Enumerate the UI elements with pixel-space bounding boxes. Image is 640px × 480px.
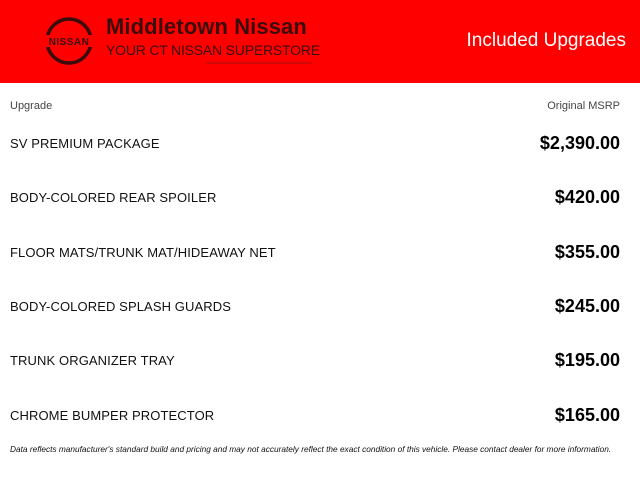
upgrade-price: $2,390.00 (539, 132, 620, 153)
upgrade-price: $245.00 (554, 295, 620, 316)
upgrade-price: $195.00 (554, 349, 620, 370)
tagline-underline (106, 60, 314, 66)
nissan-logo-icon (40, 14, 98, 68)
dealer-tagline: YOUR CT NISSAN SUPERSTORE (106, 42, 320, 58)
upgrade-price: $355.00 (554, 241, 620, 262)
upgrade-price: $165.00 (554, 404, 620, 425)
upgrade-name: BODY-COLORED REAR SPOILER (10, 189, 217, 205)
table-row (10, 237, 620, 267)
upgrade-name: CHROME BUMPER PROTECTOR (10, 407, 215, 423)
upgrade-price: $420.00 (554, 186, 620, 207)
pricing-disclaimer: Data reflects manufacturer's standard build and pricing and may not accurately reflect the exact condition of this vehicle. Please contact dealer for more information. (10, 444, 612, 454)
upgrade-name: BODY-COLORED SPLASH GUARDS (10, 298, 232, 314)
table-row (10, 291, 620, 321)
dealer-name: Middletown Nissan (106, 14, 307, 39)
upgrade-name: TRUNK ORGANIZER TRAY (10, 352, 175, 368)
upgrade-name: SV PREMIUM PACKAGE (10, 135, 160, 151)
dealer-header (0, 0, 640, 83)
table-row (10, 400, 620, 430)
page-title: Included Upgrades (466, 30, 626, 51)
logo-wordmark: NISSAN (48, 37, 90, 48)
table-row (10, 345, 620, 375)
table-row (10, 182, 620, 212)
upgrade-name: FLOOR MATS/TRUNK MAT/HIDEAWAY NET (10, 244, 276, 260)
column-header-upgrade: Upgrade (10, 100, 53, 112)
table-row (10, 128, 620, 158)
column-header-msrp: Original MSRP (547, 100, 620, 112)
